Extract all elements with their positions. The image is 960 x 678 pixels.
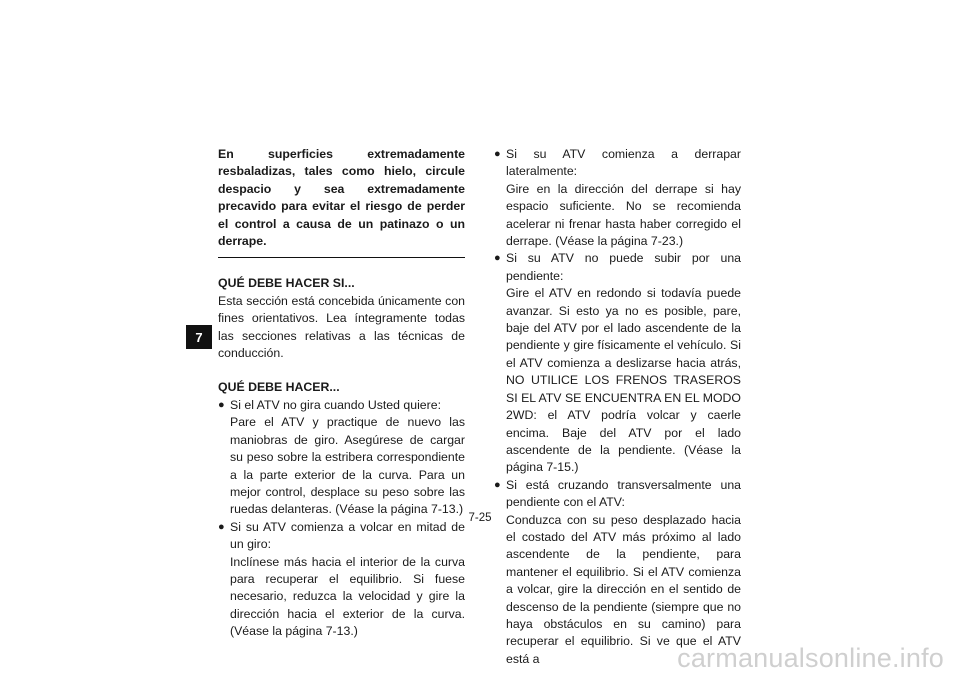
- bullet-lead: Si el ATV no gira cuando Usted quiere:: [230, 397, 441, 412]
- left-bullet-list: [218, 397, 465, 641]
- section-intro-text: Esta sección está concebida únicamente con fines orientativos. Lea íntegramente todas las secciones relativas a las técnicas de conducción.: [218, 293, 465, 361]
- left-column: [218, 146, 465, 641]
- list-item: [494, 146, 741, 250]
- bullet-icon: ●: [218, 520, 225, 533]
- list-item: [494, 477, 741, 668]
- bullet-icon: ●: [494, 252, 501, 265]
- watermark: carmanualsonline.info: [677, 643, 944, 673]
- bullet-body: Gire en la dirección del derrape si hay espacio suficiente. No se recomienda acelerar ni frenar hasta haber corregido el derrape. (Véase la página 7-23.): [506, 181, 741, 249]
- bullet-body: Inclínese más hacia el interior de la curva para recuperar el equilibrio. Si fuese necesario, reduzca la velocidad y gire la dirección hacia el exterior de la curva. (Véase la página 7-13.): [230, 554, 465, 639]
- bullet-body: Gire el ATV en redondo si todavía puede avanzar. Si esto ya no es posible, pare, baje del ATV por el lado ascendente de la pendiente y gire físicamente el vehículo. Si el ATV comienza a deslizarse hacia atrás, NO UTILICE LOS FRENOS TRASEROS SI EL ATV SE ENCUENTRA EN EL MODO 2WD: el ATV podría volcar y caerle encima. Baje del ATV por el lado ascendente de la pendiente. (Véase la página 7-15.): [506, 286, 741, 475]
- bullet-body: Conduzca con su peso desplazado hacia el costado del ATV más próximo al lado ascendente de la pendiente, para mantener el equilibrio. Si el ATV comienza a volcar, gire la dirección en el sentido de descenso de la pendiente (siempre que no haya obstáculos en su camino) para recuperar el equilibrio. Si ve que el ATV está a: [506, 512, 741, 666]
- warning-text: En superficies extremadamente resbaladizas, tales como hielo, circule despacio y sea extremadamente precavido para evitar el riesgo de perder el control a causa de un patinazo o un derrape.: [218, 146, 465, 258]
- bullet-lead: Si está cruzando transversalmente una pendiente con el ATV:: [506, 477, 741, 510]
- chapter-number: 7: [195, 329, 203, 345]
- bullet-body: Pare el ATV y practique de nuevo las maniobras de giro. Asegúrese de cargar su peso sobre la estribera correspondiente a la parte exterior de la curva. Para un mejor control, desplace su peso sobre las ruedas delanteras. (Véase la página 7-13.): [230, 415, 465, 517]
- bullet-lead: Si su ATV no puede subir por una pendiente:: [506, 251, 741, 283]
- page-number: 7-25: [468, 512, 492, 524]
- list-item: [494, 250, 741, 476]
- section-heading-que-debe-hacer: QUÉ DEBE HACER...: [218, 380, 340, 395]
- bullet-icon: ●: [494, 478, 501, 491]
- list-item: [218, 397, 465, 519]
- list-item: [218, 519, 465, 641]
- right-column: [494, 146, 741, 668]
- bullet-lead: Si su ATV comienza a derrapar lateralmente:: [506, 147, 741, 179]
- bullet-lead: Si su ATV comienza a volcar en mitad de un giro:: [230, 519, 465, 552]
- bullet-icon: ●: [218, 398, 225, 411]
- section-heading-que-debe-hacer-si: QUÉ DEBE HACER SI...: [218, 276, 355, 291]
- right-bullet-list: [494, 146, 741, 668]
- chapter-tab: [186, 325, 212, 349]
- bullet-icon: ●: [494, 148, 501, 160]
